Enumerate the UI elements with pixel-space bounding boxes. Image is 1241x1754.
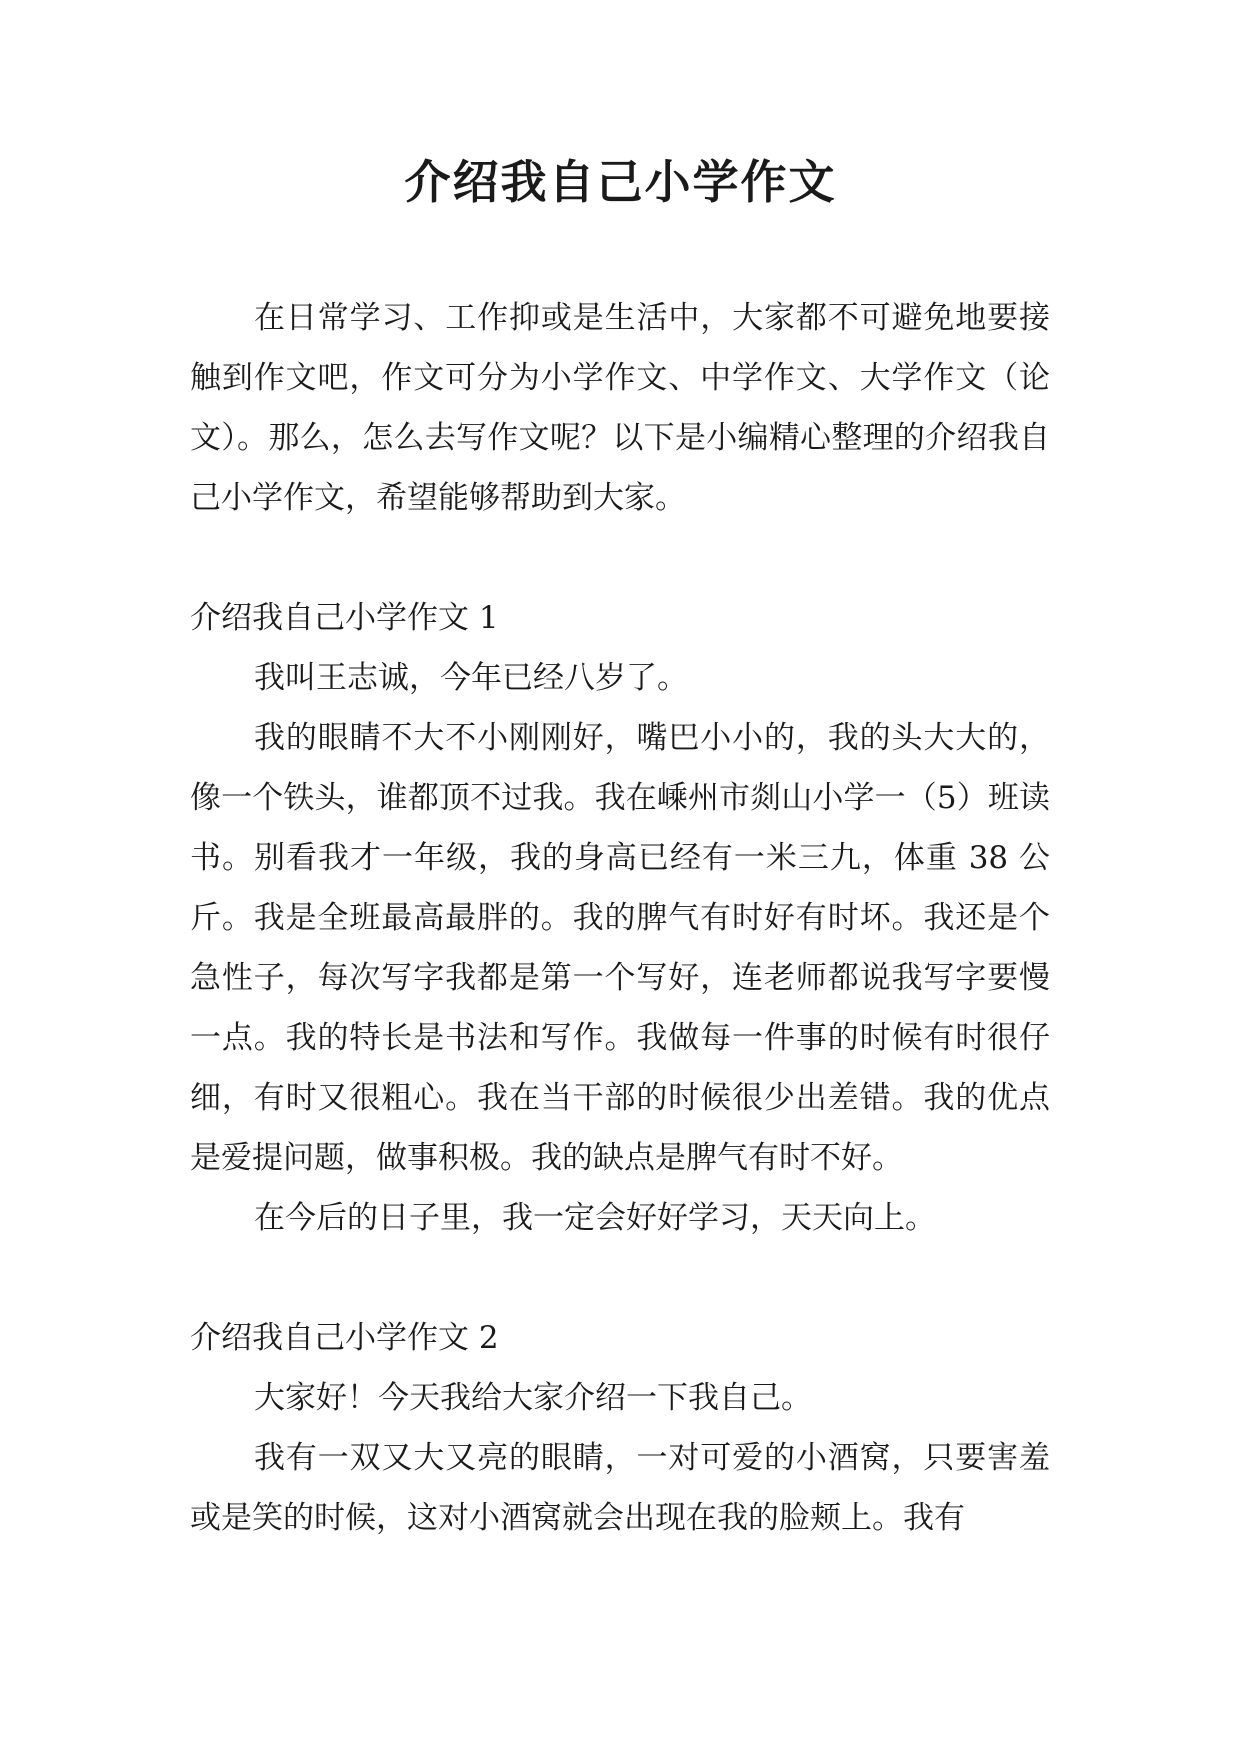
section-heading-2: 介绍我自己小学作文 2 [190, 1320, 499, 1356]
section-1-paragraph-2: 我的眼睛不大不小刚刚好，嘴巴小小的，我的头大大的，像一个铁头，谁都顶不过我。我在嵊州市剡山小学一（5）班读书。别看我才一年级，我的身高已经有一米三九，体重 38 公斤。我是全班最高最胖的。我的脾气有时好有时坏。我还是个急性子，每次写字我都是第一个写好，连老师都说我写字要慢一点。我的特长是书法和写作。我做每一件事的时候有时很仔细，有时又很粗心。我在当干部的时候很少出差错。我的优点是爱提问题，做事积极。我的缺点是脾气有时不好。 [190, 720, 1050, 1176]
document-body [190, 288, 1050, 1548]
section-heading-1: 介绍我自己小学作文 1 [190, 600, 499, 636]
section-2-paragraph-1: 大家好！今天我给大家介绍一下我自己。 [254, 1380, 812, 1416]
document-title: 介绍我自己小学作文 [404, 155, 837, 209]
section-1-paragraph-3: 在今后的日子里，我一定会好好学习，天天向上。 [254, 1200, 936, 1236]
section-2-paragraph-2: 我有一双又大又亮的眼睛，一对可爱的小酒窝，只要害羞或是笑的时候，这对小酒窝就会出现在我的脸颊上。我有 [190, 1440, 1050, 1536]
intro-paragraph: 在日常学习、工作抑或是生活中，大家都不可避免地要接触到作文吧，作文可分为小学作文、中学作文、大学作文（论文）。那么，怎么去写作文呢？以下是小编精心整理的介绍我自己小学作文，希望能够帮助到大家。 [190, 300, 1050, 516]
section-1-paragraph-1: 我叫王志诚，今年已经八岁了。 [254, 660, 688, 696]
